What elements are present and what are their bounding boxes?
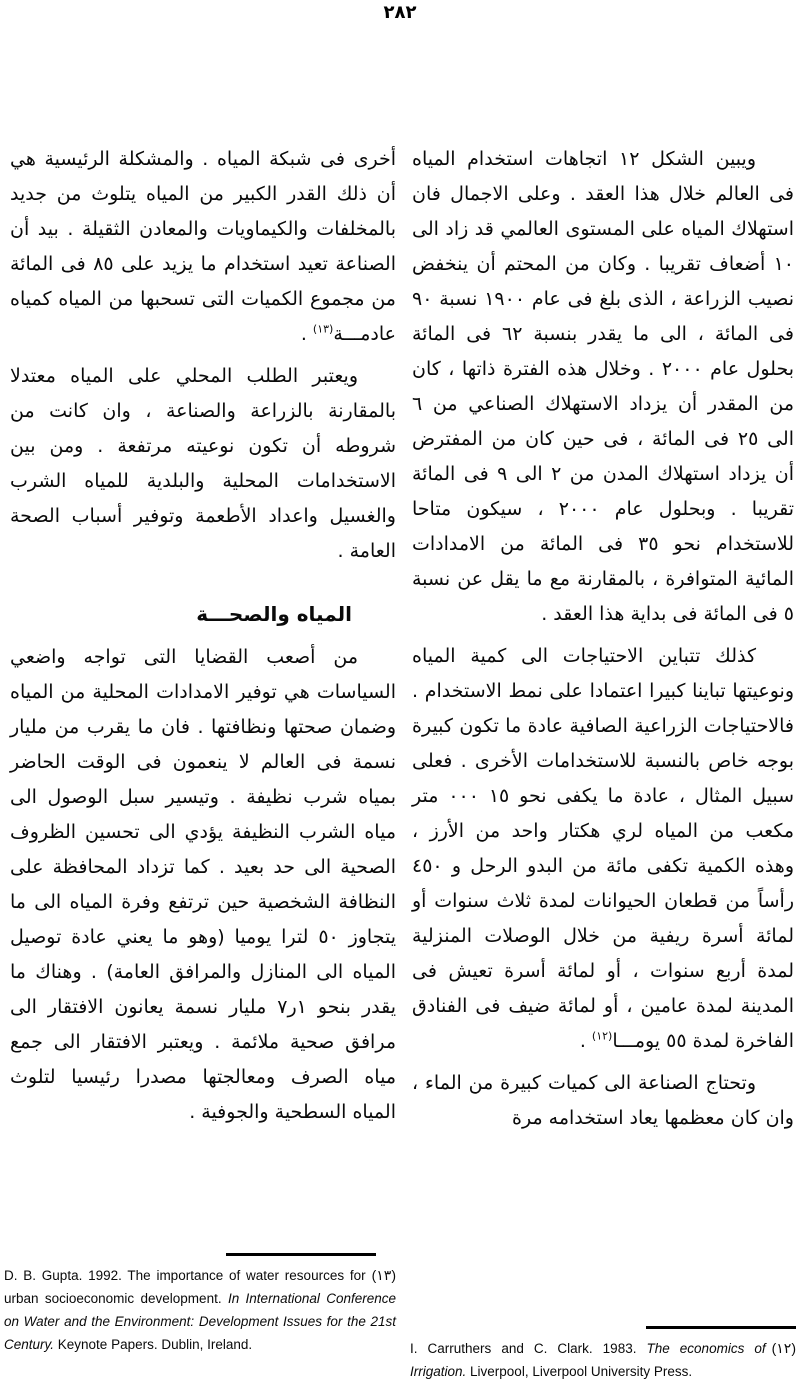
- footnote-citation: Keynote Papers. Dublin, Ireland.: [54, 1337, 253, 1352]
- paragraph-text: كذلك تتباين الاحتياجات الى كمية المياه ونوعيتها تباينا كبيرا اعتمادا على نمط الاستخدام . فالاحتياجات الزراعية الصافية عادة ما تكون كبيرة بوجه خاص بالنسبة للاستخدامات الأخرى . فعلى سبيل المثال ، عادة ما يكفى نحو ١٥ ٠٠٠ متر مكعب من المياه لري هكتار واحد من الأرز ، وهذه الكمية تكفى مائة من البدو الرحل و ٤٥٠ رأساً من قطعان الحيوانات لمدة ثلاث سنوات أو لمائة أسرة ريفية من خلال الوصلات المنزلية لمدة أربع سنوات ، أو لمائة أسرة تعيش فى المدينة لمدة عامين ، أو لمائة ضيف فى الفنادق الفاخرة لمدة ٥٥ يومـــا: [412, 645, 794, 1052]
- paragraph: من أصعب القضايا التى تواجه واضعي السياسات هي توفير الامدادات المحلية من المياه وضمان صحتها ونظافتها . فان ما يقرب من مليار نسمة فى العالم لا ينعمون فى الوقت الحاضر بمياه شرب نظيفة . وتيسير سبل الوصول الى مياه الشرب النظيفة يؤدي الى تحسين الظروف الصحية الى حد بعيد . كما تزداد المحافظة على النظافة الشخصية حين ترتفع وفرة المياه الى ما يتجاوز ٥٠ لترا يوميا (وهو ما يعني عادة توصيل المياه الى المنازل والمرافق العامة) . وهناك ما يقدر بنحو ١ر٧ مليار نسمة يعانون الافتقار الى مرافق صحية ملائمة . ويعتبر الافتقار الى جمع مياه الصرف ومعالجتها مصدرا رئيسيا لتلوث المياه السطحية والجوفية .: [10, 646, 397, 1123]
- section-heading: المياه والصحـــة: [196, 602, 352, 626]
- footnote-ref-13: (١٣): [312, 322, 334, 336]
- paragraph: [10, 142, 396, 352]
- footnote-citation-italic: The economics of Irrigation.: [410, 1341, 766, 1379]
- footnote-citation: I. Carruthers and C. Clark. 1983.: [410, 1341, 647, 1356]
- footnote-text: [410, 1337, 796, 1382]
- footnote-separator: [226, 1253, 376, 1256]
- page-number: ٢٨٢: [383, 2, 417, 23]
- paragraph: [412, 639, 794, 1059]
- paragraph-text: .: [300, 323, 313, 345]
- paragraph: وتحتاج الصناعة الى كميات كبيرة من الماء ، وان كان معظمها يعاد استخدامه مرة: [412, 1072, 794, 1129]
- column-left: [10, 142, 396, 1137]
- footnote-citation: D. B. Gupta. 1992. The importance of water resources for urban socioeconomic development.: [4, 1268, 366, 1306]
- paragraph-text: .: [579, 1030, 592, 1052]
- footnote-text: [4, 1264, 396, 1356]
- paragraph: ويعتبر الطلب المحلي على المياه معتدلا بالمقارنة بالزراعة والصناعة ، وان كانت من شروطه أن تكون نوعيته مرتفعة . ومن بين الاستخدامات المحلية والبلدية للمياه الشرب والغسيل واعداد الأطعمة وتوفير أسباب الصحة العامة .: [10, 365, 396, 562]
- paragraph-text: أخرى فى شبكة المياه . والمشكلة الرئيسية هي أن ذلك القدر الكبير من المياه يتلوث من جديد بالمخلفات والكيماويات والمعادن الثقيلة . بيد أن الصناعة تعيد استخدام ما يزيد على ٨٥ فى المائة من مجموع الكميات التى تسحبها من المياه كمياه عادمـــة: [10, 148, 396, 345]
- footnote-ref-12: (١٢): [591, 1029, 613, 1043]
- footnote-citation-italic: In International Conference on Water and the Environment: Development Issues for the 21st Century.: [4, 1291, 396, 1352]
- footnote-separator: [646, 1326, 796, 1329]
- footnote-marker: (١٣): [371, 1267, 396, 1283]
- column-right: [412, 142, 794, 1143]
- paragraph: ويبين الشكل ١٢ اتجاهات استخدام المياه فى العالم خلال هذا العقد . وعلى الاجمال فان استهلاك المياه على المستوى العالمي قد زاد الى ١٠ أضعاف تقريبا . وكان من المحتم أن ينخفض نصيب الزراعة ، الذى بلغ فى عام ١٩٠٠ نسبة ٩٠ فى المائة ، الى ما يقدر بنسبة ٦٢ فى المائة بحلول عام ٢٠٠٠ . وخلال هذه الفترة ذاتها ، كان من المقدر أن يزداد الاستهلاك الصناعي من ٦ الى ٢٥ فى المائة ، فى حين كان من المفترض أن يزداد استهلاك المدن من ٢ الى ٩ فى المائة تقريبا . وبحلول عام ٢٠٠٠ ، سيكون متاحا للاستخدام نحو ٣٥ فى المائة من الامدادات المائية المتوافرة ، بالمقارنة مع ما يقل عن نسبة ٥ فى المائة فى بداية هذا العقد .: [412, 148, 795, 625]
- footnote-marker: (١٢): [771, 1340, 796, 1356]
- footnote-citation: Liverpool, Liverpool University Press.: [466, 1364, 693, 1379]
- footnote-13: [4, 1253, 396, 1356]
- footnote-12: [410, 1326, 796, 1382]
